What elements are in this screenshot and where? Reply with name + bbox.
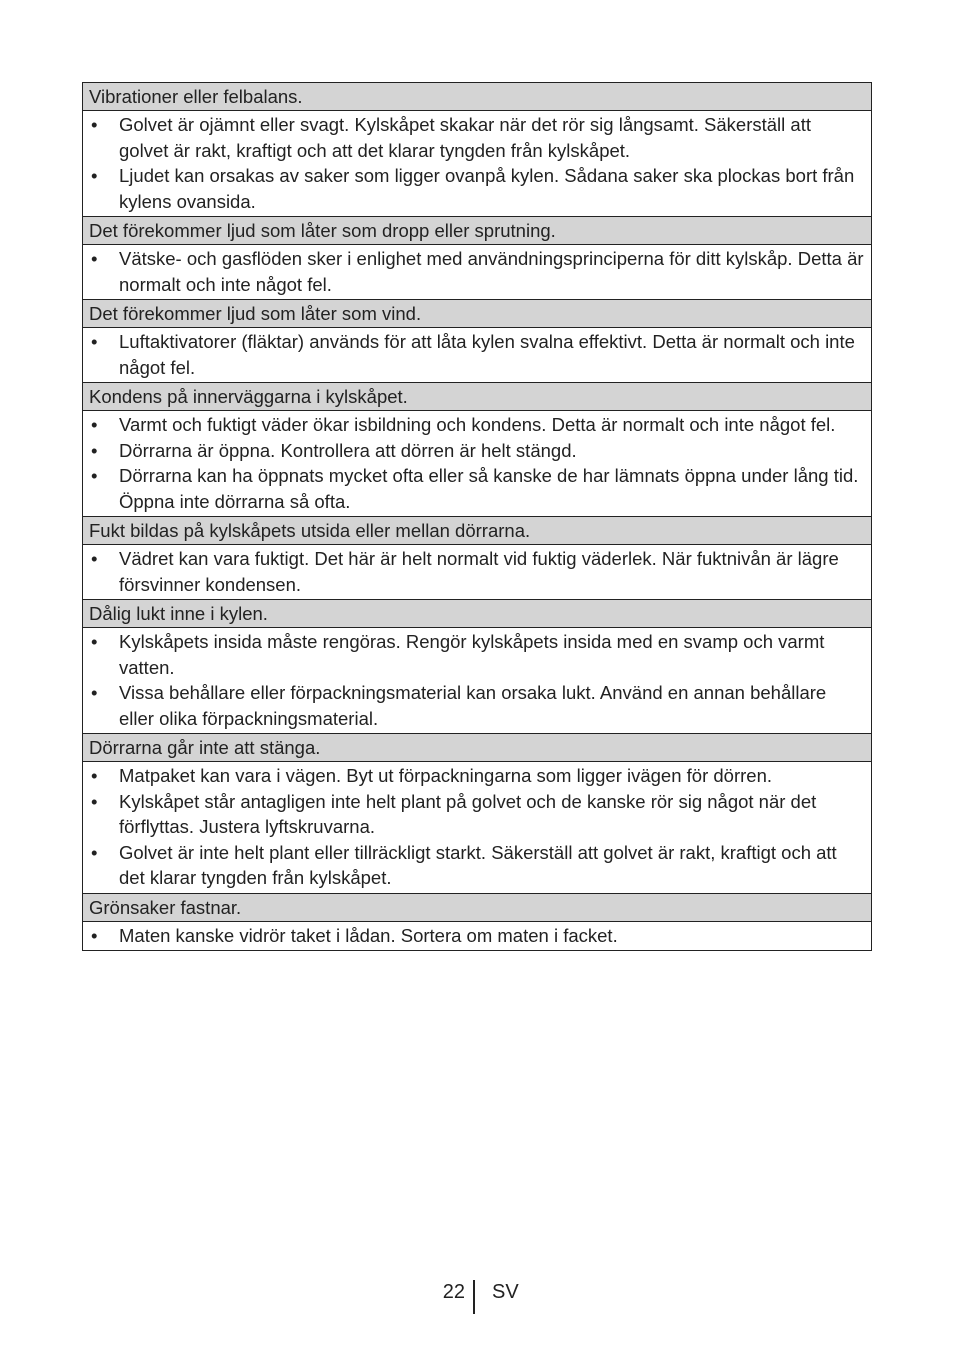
section-body [83, 111, 871, 217]
section-body [83, 762, 871, 894]
footer-divider [473, 1280, 475, 1314]
solution-item: • Vätske- och gasflöden sker i enlighet med användningsprinciperna för ditt kylskåp. Detta är normalt och inte något fel. [89, 246, 865, 297]
solution-item: • Varmt och fuktigt väder ökar isbildning och kondens. Detta är normalt och inte något fel. [89, 412, 865, 438]
page-footer [0, 1280, 954, 1316]
solution-list [89, 412, 865, 514]
solution-list [89, 629, 865, 731]
language-code: SV [492, 1281, 519, 1303]
section-body [83, 245, 871, 300]
solution-list [89, 112, 865, 214]
section-heading: Fukt bildas på kylskåpets utsida eller mellan dörrarna. [83, 517, 871, 545]
solution-item: • Kylskåpets insida måste rengöras. Rengör kylskåpets insida med en svamp och varmt vatten. [89, 629, 865, 680]
solution-list [89, 923, 865, 949]
solution-item: • Luftaktivatorer (fläktar) används för att låta kylen svalna effektivt. Detta är normalt och inte något fel. [89, 329, 865, 380]
solution-item: • Kylskåpet står antagligen inte helt plant på golvet och de kanske rör sig något när det förflyttas. Justera lyftskruvarna. [89, 789, 865, 840]
solution-list [89, 246, 865, 297]
solution-item: • Vädret kan vara fuktigt. Det här är helt normalt vid fuktig väderlek. När fuktnivån är lägre försvinner kondensen. [89, 546, 865, 597]
section-body [83, 545, 871, 600]
solution-item: • Dörrarna är öppna. Kontrollera att dörren är helt stängd. [89, 438, 865, 464]
solution-item: • Ljudet kan orsakas av saker som ligger ovanpå kylen. Sådana saker ska plockas bort från kylens ovansida. [89, 163, 865, 214]
solution-item: • Vissa behållare eller förpackningsmaterial kan orsaka lukt. Använd en annan behållare eller olika förpackningsmaterial. [89, 680, 865, 731]
section-heading: Kondens på innerväggarna i kylskåpet. [83, 383, 871, 411]
solution-list [89, 546, 865, 597]
solution-item: • Golvet är ojämnt eller svagt. Kylskåpet skakar när det rör sig långsamt. Säkerställ att golvet är rakt, kraftigt och att det klarar tyngden från kylskåpet. [89, 112, 865, 163]
section-heading: Grönsaker fastnar. [83, 894, 871, 922]
section-heading: Dörrarna går inte att stänga. [83, 734, 871, 762]
solution-item: • Matpaket kan vara i vägen. Byt ut förpackningarna som ligger ivägen för dörren. [89, 763, 865, 789]
section-heading: Dålig lukt inne i kylen. [83, 600, 871, 628]
solution-item: • Maten kanske vidrör taket i lådan. Sortera om maten i facket. [89, 923, 865, 949]
section-heading: Det förekommer ljud som låter som dropp eller sprutning. [83, 217, 871, 245]
section-heading: Det förekommer ljud som låter som vind. [83, 300, 871, 328]
section-body [83, 922, 871, 951]
page-number: 22 [442, 1281, 465, 1303]
troubleshooting-table [82, 82, 872, 951]
section-body [83, 328, 871, 383]
solution-item: • Dörrarna kan ha öppnats mycket ofta eller så kanske de har lämnats öppna under lång tid. Öppna inte dörrarna så ofta. [89, 463, 865, 514]
section-heading: Vibrationer eller felbalans. [83, 83, 871, 111]
solution-item: • Golvet är inte helt plant eller tillräckligt starkt. Säkerställ att golvet är rakt, kraftigt och att det klarar tyngden från kylskåpet. [89, 840, 865, 891]
solution-list [89, 329, 865, 380]
section-body [83, 411, 871, 517]
solution-list [89, 763, 865, 891]
section-body [83, 628, 871, 734]
